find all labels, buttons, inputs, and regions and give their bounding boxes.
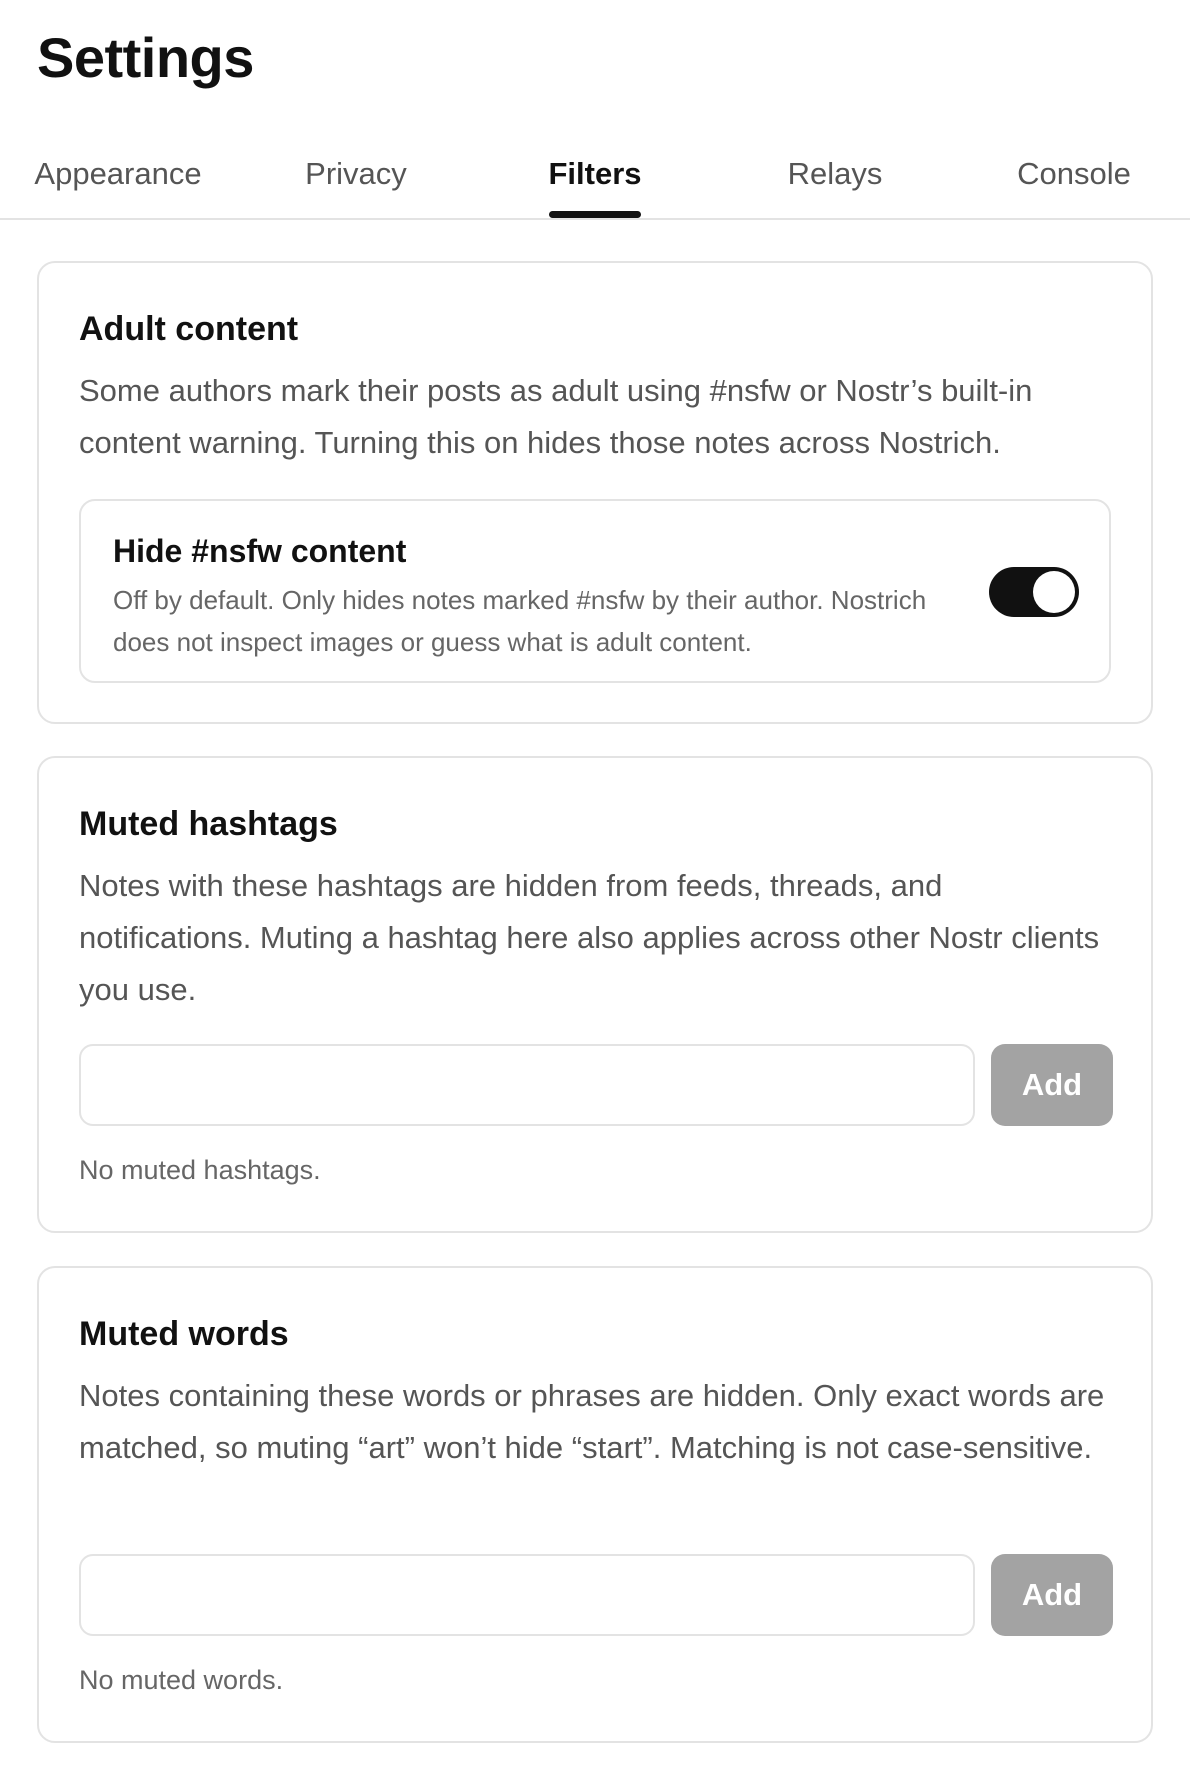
tab-console[interactable]: Console <box>1017 156 1131 191</box>
toggle-knob <box>1033 571 1075 613</box>
adult-content-title: Adult content <box>79 310 299 348</box>
add-hashtag-button[interactable]: Add <box>991 1044 1113 1126</box>
adult-content-description: Some authors mark their posts as adult using #nsfw or Nostr’s built-in content warning. Turning this on hides those notes across Nostrich. <box>79 373 1033 460</box>
muted-words-title: Muted words <box>79 1315 289 1353</box>
hide-nsfw-title: Hide #nsfw content <box>113 533 407 569</box>
hide-nsfw-description: Off by default. Only hides notes marked #nsfw by their author. Nostrich does not inspect images or guess what is adult content. <box>113 585 927 657</box>
tab-relays[interactable]: Relays <box>787 156 883 191</box>
muted-words-description: Notes containing these words or phrases are hidden. Only exact words are matched, so muting “art” won’t hide “start”. Matching is not case-sensitive. <box>79 1378 1105 1465</box>
muted-hashtag-input[interactable] <box>79 1044 975 1126</box>
add-word-button[interactable]: Add <box>991 1554 1113 1636</box>
muted-hashtags-title: Muted hashtags <box>79 805 338 843</box>
muted-hashtags-card <box>37 756 1153 1233</box>
hide-nsfw-row <box>79 499 1111 683</box>
muted-word-input[interactable] <box>79 1554 975 1636</box>
no-muted-hashtags-text: No muted hashtags. <box>79 1155 321 1185</box>
page-title: Settings <box>37 26 254 89</box>
adult-content-card <box>37 261 1153 724</box>
hide-nsfw-toggle[interactable] <box>989 567 1079 617</box>
settings-tabs <box>0 130 1190 220</box>
muted-words-card <box>37 1266 1153 1743</box>
no-muted-words-text: No muted words. <box>79 1665 284 1695</box>
muted-hashtags-description: Notes with these hashtags are hidden from feeds, threads, and notifications. Muting a hashtag here also applies across other Nostr clients you use. <box>79 868 1100 1007</box>
tab-filters[interactable]: Filters <box>548 156 642 191</box>
active-tab-indicator <box>549 211 641 218</box>
tab-privacy[interactable]: Privacy <box>305 156 407 191</box>
tab-appearance[interactable]: Appearance <box>34 156 202 191</box>
